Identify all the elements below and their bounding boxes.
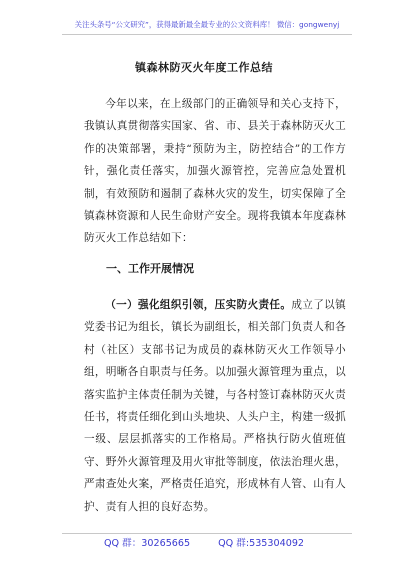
- header-divider: [62, 34, 352, 35]
- paragraph-body: 成立了以镇党委书记为组长，镇长为副组长，相关部门负责人和各村（社区）支部书记为成员的森林防灭火工作领导小组，明晰各自职责与任务。以加强火源管理为重点，以落实监护主体责任制为关键，与各村签订森林防灭火责任书，将责任细化到山头地块、人头户主，构建一级抓一级、层层抓落实的工作格局。严格执行防火值班值守、野外火源管理及用火审批等制度，依法治理火患，严肃查处火案，严格责任追究，形成林有人管、山有人护、责有人担的良好态势。: [84, 299, 346, 513]
- footer-contact: [0, 538, 408, 550]
- paragraph-lead: （一）强化组织引领，压实防火责任。: [105, 299, 292, 311]
- intro-paragraph: 今年以来，在上级部门的正确领导和关心支持下，我镇认真贯彻落实国家、省、市、县关于森林防灭火工作的决策部署，秉持“预防为主，防控结合”的工作方针，强化责任落实，加强火源管控，完善应急处置机制，有效预防和遏制了森林火灾的发生，切实保障了全镇森林资源和人民生命财产安全。现将我镇本年度森林防灭火工作总结如下：: [84, 98, 346, 245]
- footer-qq-group-2: QQ 群:535304092: [218, 538, 305, 549]
- document-title: 镇森林防灭火年度工作总结: [135, 61, 273, 74]
- body-paragraph: [84, 294, 346, 518]
- footer-divider: [62, 533, 352, 534]
- header-notice: 关注头条号“公文研究”，获得最新最全最专业的公文资料库！ 微信：gongwenyj: [74, 20, 340, 29]
- section-heading: 一、工作开展情况: [106, 262, 194, 275]
- footer-qq-group-1: QQ 群：30265665: [103, 538, 191, 549]
